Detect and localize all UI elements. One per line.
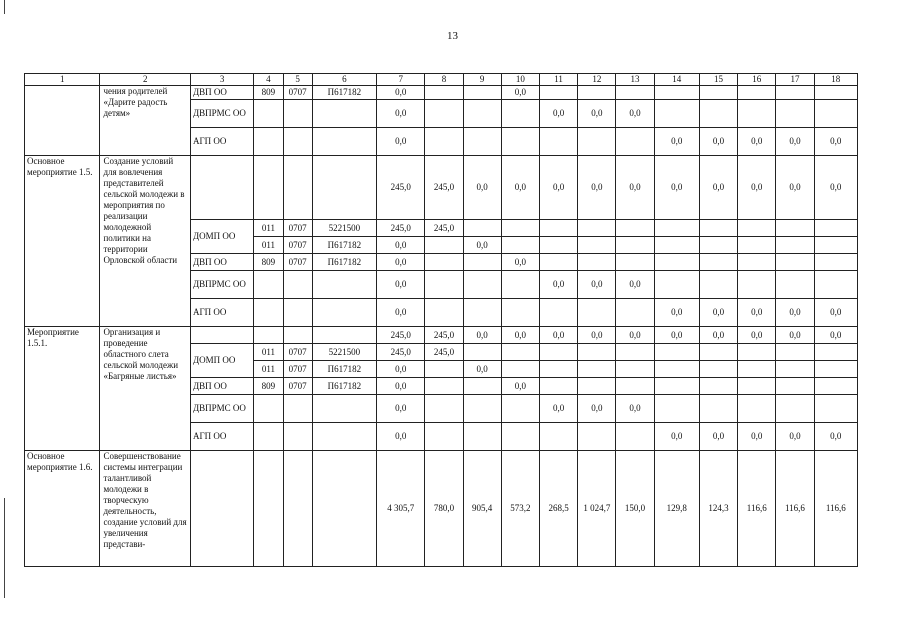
section-total-row [25, 156, 858, 220]
value-cell: 0,0 [377, 271, 425, 299]
header-cell: 6 [312, 74, 376, 86]
code-cell: 809 [254, 254, 283, 271]
value-cell [738, 100, 776, 128]
value-cell [501, 344, 539, 361]
value-cell [578, 378, 616, 395]
value-cell: 0,0 [540, 156, 578, 220]
empty-cell [283, 156, 312, 220]
value-cell: 245,0 [425, 220, 463, 237]
code-cell [312, 100, 376, 128]
header-cell: 17 [776, 74, 814, 86]
value-cell [814, 237, 857, 254]
value-cell: 0,0 [578, 271, 616, 299]
value-cell: 0,0 [814, 299, 857, 327]
code-cell [312, 423, 376, 451]
value-cell: 0,0 [699, 156, 737, 220]
value-cell [463, 128, 501, 156]
header-cell: 2 [100, 74, 191, 86]
value-cell [699, 378, 737, 395]
value-cell [776, 100, 814, 128]
code-cell [283, 299, 312, 327]
value-cell: 0,0 [501, 254, 539, 271]
value-cell: 0,0 [501, 156, 539, 220]
code-cell: П617182 [312, 254, 376, 271]
header-cell: 13 [616, 74, 654, 86]
value-cell [738, 378, 776, 395]
value-cell [578, 237, 616, 254]
value-cell: 0,0 [738, 327, 776, 344]
value-cell: 0,0 [463, 156, 501, 220]
value-cell [814, 100, 857, 128]
value-cell: 124,3 [699, 451, 737, 567]
value-cell [540, 344, 578, 361]
margin-line-top [4, 0, 5, 14]
value-cell: 0,0 [699, 423, 737, 451]
event-name-cell: Организация и проведение областного слета сельской молодежи «Багряные листья» [100, 327, 191, 451]
value-cell [616, 86, 654, 100]
value-cell [501, 361, 539, 378]
header-cell: 8 [425, 74, 463, 86]
value-cell [578, 344, 616, 361]
empty-cell [312, 451, 376, 567]
empty-cell [190, 156, 253, 220]
value-cell [654, 271, 699, 299]
value-cell: 0,0 [776, 327, 814, 344]
header-row [25, 74, 858, 86]
header-cell: 18 [814, 74, 857, 86]
value-cell: 0,0 [540, 100, 578, 128]
value-cell [699, 361, 737, 378]
value-cell [578, 220, 616, 237]
value-cell [616, 237, 654, 254]
value-cell [463, 423, 501, 451]
value-cell: 245,0 [377, 327, 425, 344]
code-cell [283, 128, 312, 156]
value-cell: 0,0 [377, 237, 425, 254]
value-cell: 0,0 [776, 423, 814, 451]
value-cell: 0,0 [578, 327, 616, 344]
code-cell [254, 128, 283, 156]
code-cell [312, 271, 376, 299]
value-cell: 0,0 [814, 128, 857, 156]
value-cell: 780,0 [425, 451, 463, 567]
value-cell [654, 100, 699, 128]
value-cell [425, 254, 463, 271]
budget-row [25, 86, 858, 100]
value-cell: 0,0 [616, 395, 654, 423]
value-cell: 0,0 [616, 327, 654, 344]
value-cell [501, 423, 539, 451]
code-cell [283, 423, 312, 451]
agency-cell: ДОМП ОО [190, 220, 253, 254]
value-cell [578, 128, 616, 156]
code-cell: 5221500 [312, 344, 376, 361]
value-cell: 0,0 [616, 156, 654, 220]
header-cell: 5 [283, 74, 312, 86]
value-cell [776, 361, 814, 378]
agency-cell: ДВПРМС ОО [190, 271, 253, 299]
value-cell [425, 271, 463, 299]
value-cell [654, 395, 699, 423]
code-cell [254, 271, 283, 299]
value-cell [814, 271, 857, 299]
event-name-cell: чения родителей «Дарите радость детям» [100, 86, 191, 156]
value-cell [738, 220, 776, 237]
value-cell [425, 237, 463, 254]
code-cell: 0707 [283, 86, 312, 100]
value-cell [654, 344, 699, 361]
code-cell [254, 100, 283, 128]
value-cell: 573,2 [501, 451, 539, 567]
value-cell: 0,0 [776, 299, 814, 327]
value-cell: 0,0 [738, 299, 776, 327]
value-cell: 0,0 [578, 156, 616, 220]
value-cell [463, 271, 501, 299]
value-cell: 0,0 [654, 128, 699, 156]
value-cell: 0,0 [377, 299, 425, 327]
code-cell: 0707 [283, 220, 312, 237]
value-cell [738, 344, 776, 361]
value-cell [463, 254, 501, 271]
value-cell [699, 100, 737, 128]
value-cell [654, 378, 699, 395]
value-cell [616, 344, 654, 361]
code-cell: 011 [254, 361, 283, 378]
value-cell [425, 423, 463, 451]
value-cell [814, 378, 857, 395]
agency-cell: АГП ОО [190, 299, 253, 327]
value-cell [501, 220, 539, 237]
table-body [25, 74, 858, 567]
value-cell [616, 299, 654, 327]
value-cell: 0,0 [377, 423, 425, 451]
value-cell [540, 128, 578, 156]
header-cell: 12 [578, 74, 616, 86]
value-cell [814, 86, 857, 100]
value-cell [540, 86, 578, 100]
value-cell [501, 395, 539, 423]
code-cell [283, 100, 312, 128]
value-cell [578, 423, 616, 451]
value-cell [814, 254, 857, 271]
value-cell: 0,0 [463, 237, 501, 254]
value-cell: 0,0 [776, 156, 814, 220]
value-cell [425, 128, 463, 156]
value-cell [425, 361, 463, 378]
value-cell: 0,0 [501, 327, 539, 344]
event-cell: Основное мероприятие 1.5. [25, 156, 100, 327]
value-cell [540, 254, 578, 271]
value-cell [578, 299, 616, 327]
value-cell: 0,0 [377, 128, 425, 156]
event-cell: Мероприятие 1.5.1. [25, 327, 100, 451]
code-cell: П617182 [312, 378, 376, 395]
value-cell: 0,0 [699, 327, 737, 344]
value-cell: 0,0 [738, 423, 776, 451]
value-cell: 0,0 [578, 395, 616, 423]
code-cell [283, 395, 312, 423]
value-cell: 0,0 [699, 299, 737, 327]
value-cell: 0,0 [814, 327, 857, 344]
header-cell: 11 [540, 74, 578, 86]
value-cell [501, 299, 539, 327]
value-cell [616, 220, 654, 237]
code-cell [312, 395, 376, 423]
value-cell: 0,0 [501, 378, 539, 395]
empty-cell [254, 327, 283, 344]
agency-cell: ДВПРМС ОО [190, 395, 253, 423]
value-cell [616, 423, 654, 451]
value-cell: 0,0 [654, 156, 699, 220]
empty-cell [254, 156, 283, 220]
empty-cell [312, 156, 376, 220]
event-name-cell: Создание условий для вовлечения представителей сельской молодежи в мероприятия по реализации молодежной политики на территории Орловской области [100, 156, 191, 327]
empty-cell [283, 327, 312, 344]
value-cell: 268,5 [540, 451, 578, 567]
code-cell: 0707 [283, 344, 312, 361]
value-cell: 0,0 [377, 361, 425, 378]
empty-cell [190, 451, 253, 567]
value-cell: 0,0 [377, 378, 425, 395]
value-cell [814, 220, 857, 237]
header-cell: 7 [377, 74, 425, 86]
value-cell: 0,0 [463, 361, 501, 378]
value-cell [654, 254, 699, 271]
value-cell [654, 86, 699, 100]
value-cell: 905,4 [463, 451, 501, 567]
header-cell: 3 [190, 74, 253, 86]
header-cell: 16 [738, 74, 776, 86]
value-cell [540, 299, 578, 327]
value-cell [738, 361, 776, 378]
value-cell [776, 344, 814, 361]
code-cell: П617182 [312, 361, 376, 378]
value-cell: 245,0 [425, 344, 463, 361]
value-cell [699, 237, 737, 254]
header-cell: 14 [654, 74, 699, 86]
value-cell [540, 423, 578, 451]
value-cell: 0,0 [616, 100, 654, 128]
value-cell: 0,0 [377, 254, 425, 271]
value-cell: 0,0 [463, 327, 501, 344]
value-cell [425, 299, 463, 327]
value-cell [814, 361, 857, 378]
value-cell [776, 86, 814, 100]
code-cell [312, 128, 376, 156]
code-cell: 0707 [283, 361, 312, 378]
code-cell: П617182 [312, 86, 376, 100]
value-cell [616, 378, 654, 395]
value-cell [463, 299, 501, 327]
value-cell [699, 271, 737, 299]
value-cell [776, 271, 814, 299]
value-cell [540, 220, 578, 237]
value-cell: 129,8 [654, 451, 699, 567]
value-cell: 0,0 [654, 327, 699, 344]
value-cell [738, 395, 776, 423]
value-cell: 0,0 [738, 128, 776, 156]
value-cell [501, 128, 539, 156]
value-cell: 0,0 [699, 128, 737, 156]
code-cell [254, 299, 283, 327]
margin-line-bottom [4, 498, 5, 598]
code-cell [283, 271, 312, 299]
value-cell [463, 378, 501, 395]
value-cell: 0,0 [814, 423, 857, 451]
code-cell: 809 [254, 378, 283, 395]
value-cell [463, 344, 501, 361]
value-cell [425, 86, 463, 100]
section-total-row [25, 451, 858, 567]
value-cell [654, 237, 699, 254]
agency-cell: ДВП ОО [190, 254, 253, 271]
value-cell: 4 305,7 [377, 451, 425, 567]
value-cell [578, 361, 616, 378]
value-cell [654, 361, 699, 378]
code-cell: 011 [254, 237, 283, 254]
code-cell [254, 395, 283, 423]
value-cell [776, 237, 814, 254]
value-cell: 0,0 [540, 395, 578, 423]
agency-cell: ДОМП ОО [190, 344, 253, 378]
value-cell [776, 395, 814, 423]
value-cell: 0,0 [776, 128, 814, 156]
value-cell: 245,0 [377, 220, 425, 237]
value-cell [463, 220, 501, 237]
value-cell: 0,0 [616, 271, 654, 299]
header-cell: 1 [25, 74, 100, 86]
value-cell [425, 395, 463, 423]
value-cell [540, 378, 578, 395]
event-cell: Основное мероприятие 1.6. [25, 451, 100, 567]
code-cell [254, 423, 283, 451]
empty-cell [312, 327, 376, 344]
value-cell [699, 254, 737, 271]
value-cell: 245,0 [425, 327, 463, 344]
value-cell: 0,0 [814, 156, 857, 220]
agency-cell: АГП ОО [190, 128, 253, 156]
value-cell: 0,0 [501, 86, 539, 100]
value-cell: 116,6 [814, 451, 857, 567]
section-total-row [25, 327, 858, 344]
value-cell [501, 237, 539, 254]
value-cell: 0,0 [540, 327, 578, 344]
value-cell [616, 128, 654, 156]
value-cell [776, 378, 814, 395]
value-cell [425, 378, 463, 395]
value-cell [578, 254, 616, 271]
value-cell: 245,0 [377, 344, 425, 361]
empty-cell [254, 451, 283, 567]
empty-cell [283, 451, 312, 567]
code-cell: 5221500 [312, 220, 376, 237]
value-cell: 0,0 [377, 86, 425, 100]
value-cell [738, 237, 776, 254]
code-cell: 011 [254, 220, 283, 237]
value-cell [738, 86, 776, 100]
empty-cell [190, 327, 253, 344]
value-cell: 0,0 [738, 156, 776, 220]
value-cell: 0,0 [654, 423, 699, 451]
header-cell: 15 [699, 74, 737, 86]
value-cell [699, 86, 737, 100]
agency-cell: ДВПРМС ОО [190, 100, 253, 128]
value-cell: 0,0 [540, 271, 578, 299]
agency-cell: ДВП ОО [190, 378, 253, 395]
value-cell: 245,0 [425, 156, 463, 220]
value-cell [699, 344, 737, 361]
agency-cell: АГП ОО [190, 423, 253, 451]
value-cell [501, 271, 539, 299]
budget-table [24, 73, 858, 567]
code-cell: 0707 [283, 378, 312, 395]
value-cell [425, 100, 463, 128]
value-cell [463, 86, 501, 100]
code-cell [312, 299, 376, 327]
page-number: 13 [447, 30, 458, 42]
code-cell: 0707 [283, 237, 312, 254]
header-cell: 10 [501, 74, 539, 86]
value-cell [699, 220, 737, 237]
value-cell [463, 395, 501, 423]
value-cell: 116,6 [738, 451, 776, 567]
value-cell [616, 361, 654, 378]
value-cell [814, 344, 857, 361]
code-cell: 0707 [283, 254, 312, 271]
agency-cell: ДВП ОО [190, 86, 253, 100]
value-cell [738, 271, 776, 299]
header-cell: 9 [463, 74, 501, 86]
value-cell [463, 100, 501, 128]
value-cell: 1 024,7 [578, 451, 616, 567]
value-cell [616, 254, 654, 271]
value-cell [814, 395, 857, 423]
value-cell [738, 254, 776, 271]
value-cell: 0,0 [377, 100, 425, 128]
event-cell [25, 86, 100, 156]
code-cell: 809 [254, 86, 283, 100]
value-cell: 0,0 [377, 395, 425, 423]
value-cell [578, 86, 616, 100]
value-cell: 0,0 [654, 299, 699, 327]
value-cell [776, 220, 814, 237]
value-cell: 150,0 [616, 451, 654, 567]
header-cell: 4 [254, 74, 283, 86]
value-cell [540, 237, 578, 254]
value-cell: 116,6 [776, 451, 814, 567]
code-cell: П617182 [312, 237, 376, 254]
value-cell: 0,0 [578, 100, 616, 128]
value-cell [501, 100, 539, 128]
code-cell: 011 [254, 344, 283, 361]
value-cell [654, 220, 699, 237]
event-name-cell: Совершенствование системы интеграции талантливой молодежи в творческую деятельность, создание условий для увеличения представи- [100, 451, 191, 567]
value-cell: 245,0 [377, 156, 425, 220]
value-cell [776, 254, 814, 271]
value-cell [540, 361, 578, 378]
value-cell [699, 395, 737, 423]
